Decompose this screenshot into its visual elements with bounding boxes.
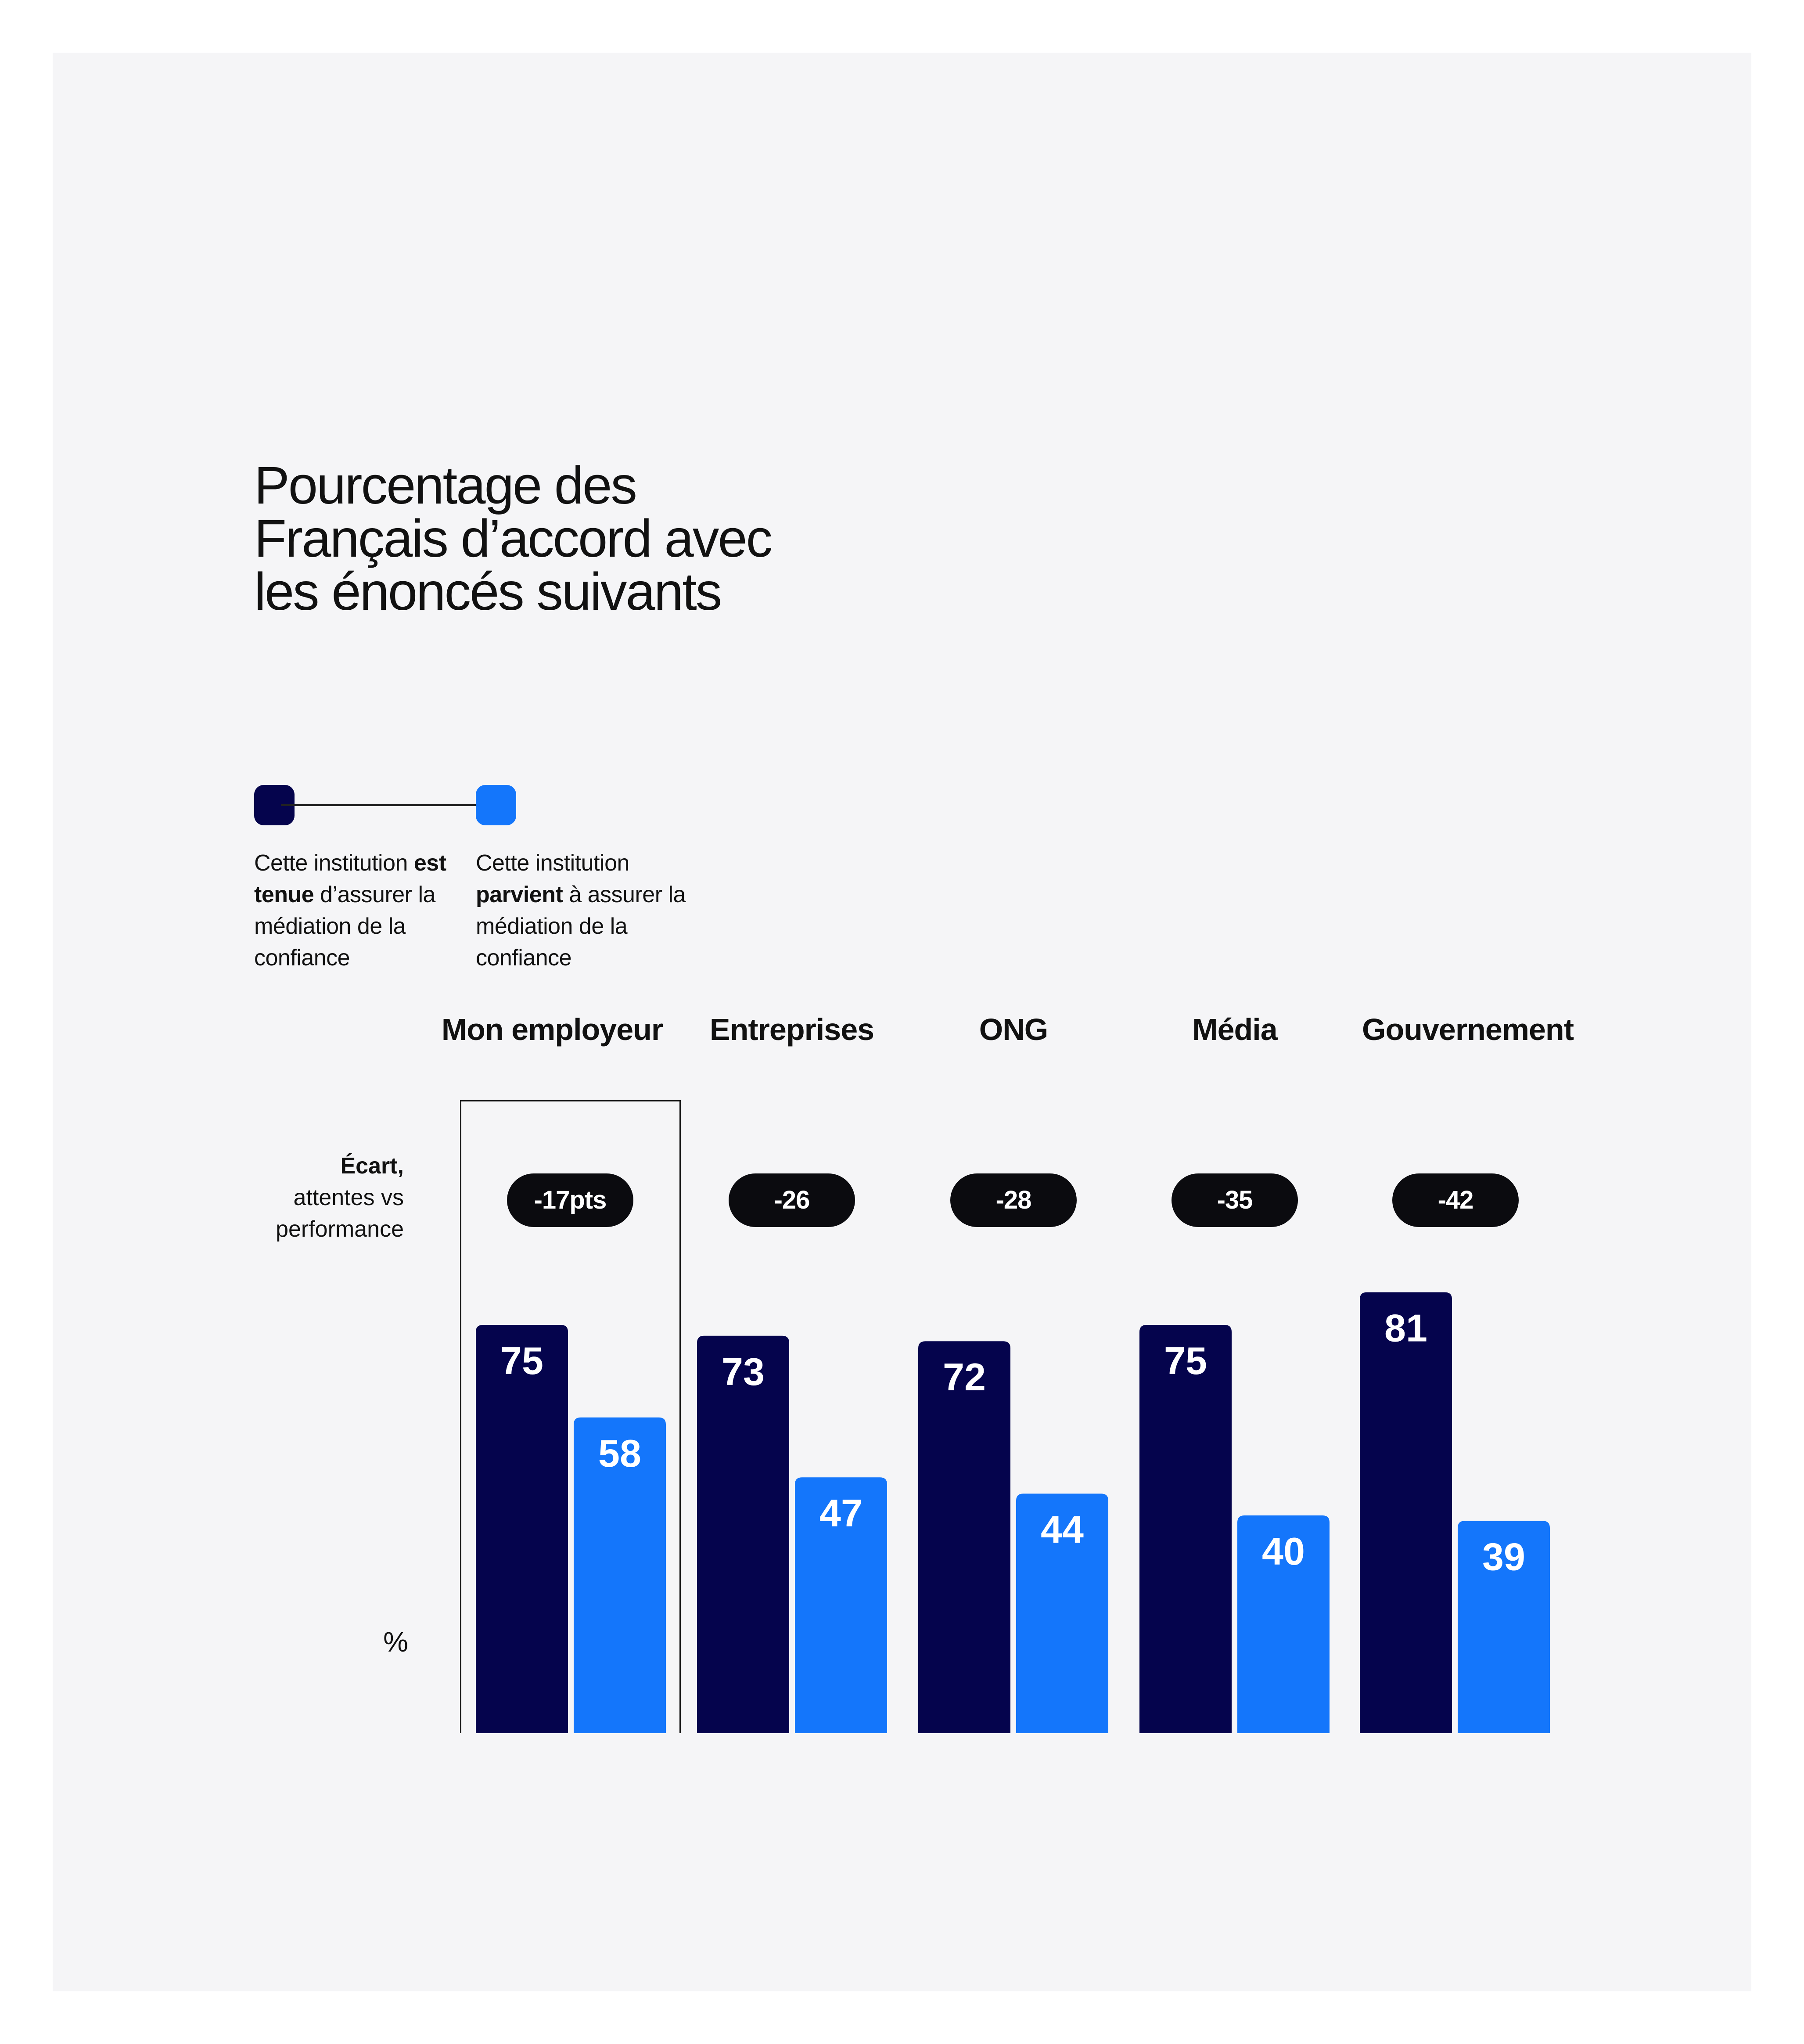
category-label-gouvernement: Gouvernement bbox=[1362, 1012, 1574, 1047]
unit-label: % bbox=[383, 1626, 408, 1658]
legend-label-achieved: Cette institution parvient à assurer la médiation de la confiance bbox=[476, 850, 686, 971]
bar-value-achieved-ong: 44 bbox=[1041, 1508, 1084, 1551]
bar-value-achieved-gouvernement: 39 bbox=[1482, 1535, 1525, 1579]
gap-pill-entreprises: -26 bbox=[729, 1173, 855, 1227]
bar-value-achieved-media: 40 bbox=[1262, 1529, 1305, 1573]
legend-label-expected: Cette institution est tenue d’assurer la médiation de la confiance bbox=[254, 850, 446, 971]
gap-pill-mon-employeur: -17pts bbox=[507, 1173, 633, 1227]
bar-value-expected-entreprises: 73 bbox=[722, 1349, 765, 1393]
bar-expected-media bbox=[1139, 1325, 1232, 1733]
bar-value-achieved-mon-employeur: 58 bbox=[598, 1431, 641, 1475]
bar-expected-gouvernement bbox=[1360, 1292, 1452, 1733]
gap-pill-ong: -28 bbox=[950, 1173, 1077, 1227]
gap-pill-media: -35 bbox=[1172, 1173, 1298, 1227]
category-label-media: Média bbox=[1192, 1012, 1277, 1047]
category-label-ong: ONG bbox=[979, 1012, 1048, 1047]
bar-value-achieved-entreprises: 47 bbox=[819, 1491, 862, 1535]
bar-expected-ong bbox=[918, 1341, 1010, 1733]
gap-pill-gouvernement: -42 bbox=[1392, 1173, 1519, 1227]
bar-expected-mon-employeur bbox=[476, 1325, 568, 1733]
bar-value-expected-mon-employeur: 75 bbox=[500, 1339, 543, 1382]
category-label-entreprises: Entreprises bbox=[709, 1012, 874, 1047]
category-label-mon-employeur: Mon employeur bbox=[441, 1012, 663, 1047]
bar-value-expected-ong: 72 bbox=[943, 1355, 986, 1399]
chart-title: Pourcentage des Français d’accord avec les énoncés suivants bbox=[254, 455, 772, 621]
bar-value-expected-media: 75 bbox=[1164, 1339, 1207, 1382]
bar-value-expected-gouvernement: 81 bbox=[1384, 1306, 1427, 1350]
gap-row-label: Écart, attentes vs performance bbox=[276, 1153, 404, 1242]
bar-expected-entreprises bbox=[697, 1336, 789, 1733]
